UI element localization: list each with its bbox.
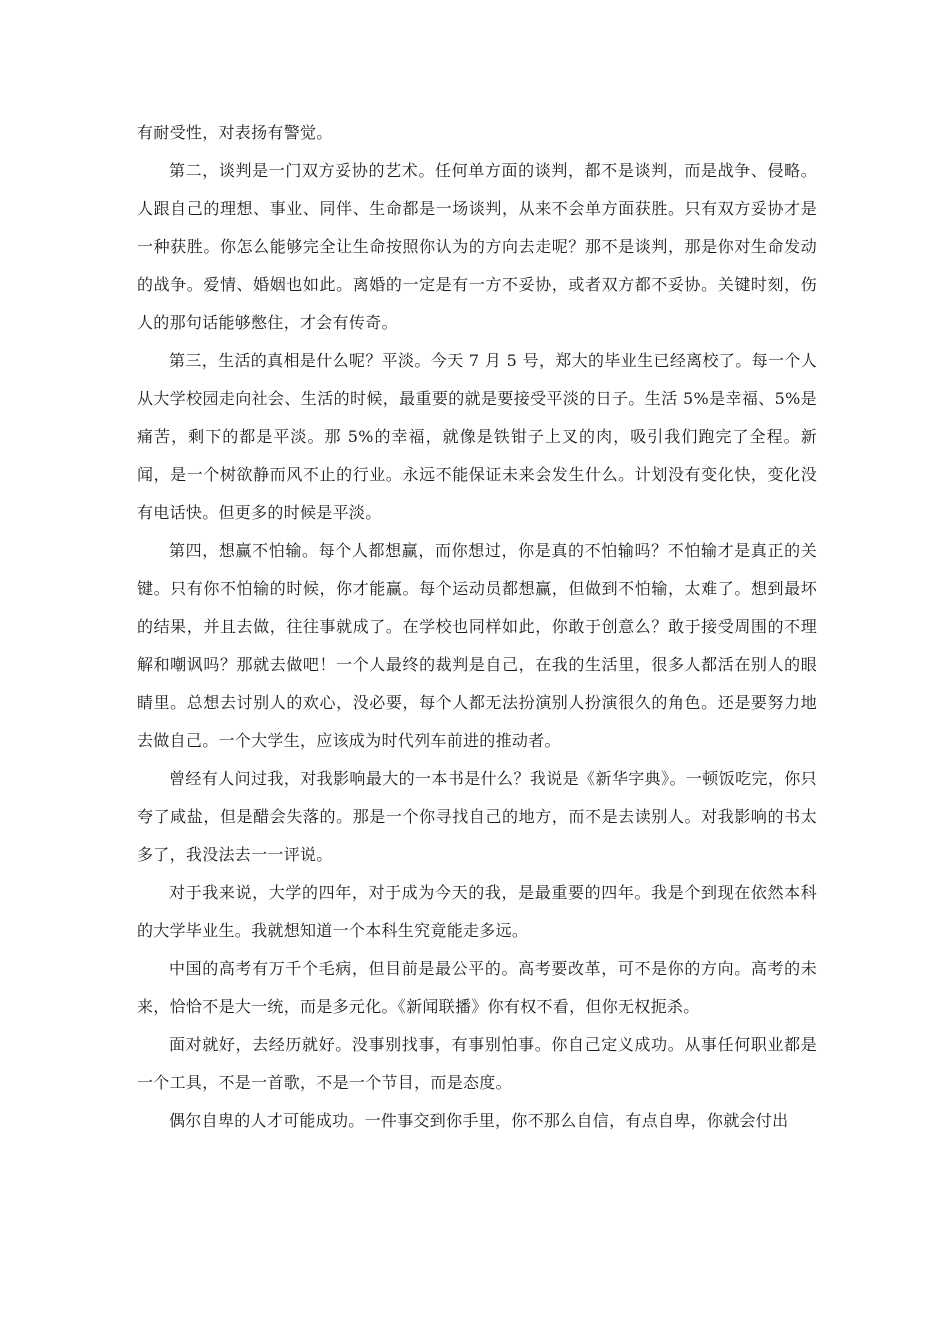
- paragraph-university-years: 对于我来说，大学的四年，对于成为今天的我，是最重要的四年。我是个到现在依然本科的大学毕业生。我就想知道一个本科生究竟能走多远。: [137, 883, 817, 940]
- paragraph-plain-life: 第三，生活的真相是什么呢？平淡。今天 7 月 5 号，郑大的毕业生已经离校了。每一个人从大学校园走向社会、生活的时候，最重要的就是要接受平淡的日子。生活 5%是幸福、5%是痛苦，剩下的都是平淡。那 5%的幸福，就像是铁钳子上叉的肉，吸引我们跑完了全程。新闻，是一个树欲静而风不止的行业。永远不能保证未来会发生什么。计划没有变化快，变化没有电话快。但更多的时候是平淡。: [137, 351, 817, 522]
- paragraph-define-success: 面对就好，去经历就好。没事别找事，有事别怕事。你自己定义成功。从事任何职业都是一个工具，不是一首歌，不是一个节目，而是态度。: [137, 1035, 817, 1092]
- paragraph-college-entrance-exam: 中国的高考有万千个毛病，但目前是最公平的。高考要改革，可不是你的方向。高考的未来，恰恰不是大一统，而是多元化。《新闻联播》你有权不看，但你无权扼杀。: [137, 959, 817, 1016]
- paragraph-self-doubt: 偶尔自卑的人才可能成功。一件事交到你手里，你不那么自信，有点自卑，你就会付出: [169, 1111, 789, 1130]
- paragraph-win-not-fear-losing: 第四，想赢不怕输。每个人都想赢，而你想过，你是真的不怕输吗？不怕输才是真正的关键。只有你不怕输的时候，你才能赢。每个运动员都想赢，但做到不怕输，太难了。想到最坏的结果，并且去做，往往事就成了。在学校也同样如此，你敢于创意么？敢于接受周围的不理解和嘲讽吗？那就去做吧！一个人最终的裁判是自己，在我的生活里，很多人都活在别人的眼睛里。总想去讨别人的欢心，没必要，每个人都无法扮演别人扮演很久的角色。还是要努力地去做自己。一个大学生，应该成为时代列车前进的推动者。: [137, 541, 817, 750]
- paragraph-influential-book: 曾经有人问过我，对我影响最大的一本书是什么？我说是《新华字典》。一顿饭吃完，你只夸了咸盐，但是醋会失落的。那是一个你寻找自己的地方，而不是去读别人。对我影响的书太多了，我没法去一一评说。: [137, 769, 817, 864]
- paragraph-negotiation: 第二，谈判是一门双方妥协的艺术。任何单方面的谈判，都不是谈判，而是战争、侵略。人跟自己的理想、事业、同伴、生命都是一场谈判，从来不会单方面获胜。只有双方妥协才是一种获胜。你怎么能够完全让生命按照你认为的方向去走呢？那不是谈判，那是你对生命发动的战争。爱情、婚姻也如此。离婚的一定是有一方不妥协，或者双方都不妥协。关键时刻，伤人的那句话能够憋住，才会有传奇。: [137, 161, 817, 332]
- paragraph-continuation: 有耐受性，对表扬有警觉。: [137, 123, 333, 142]
- document-body: [137, 114, 817, 1140]
